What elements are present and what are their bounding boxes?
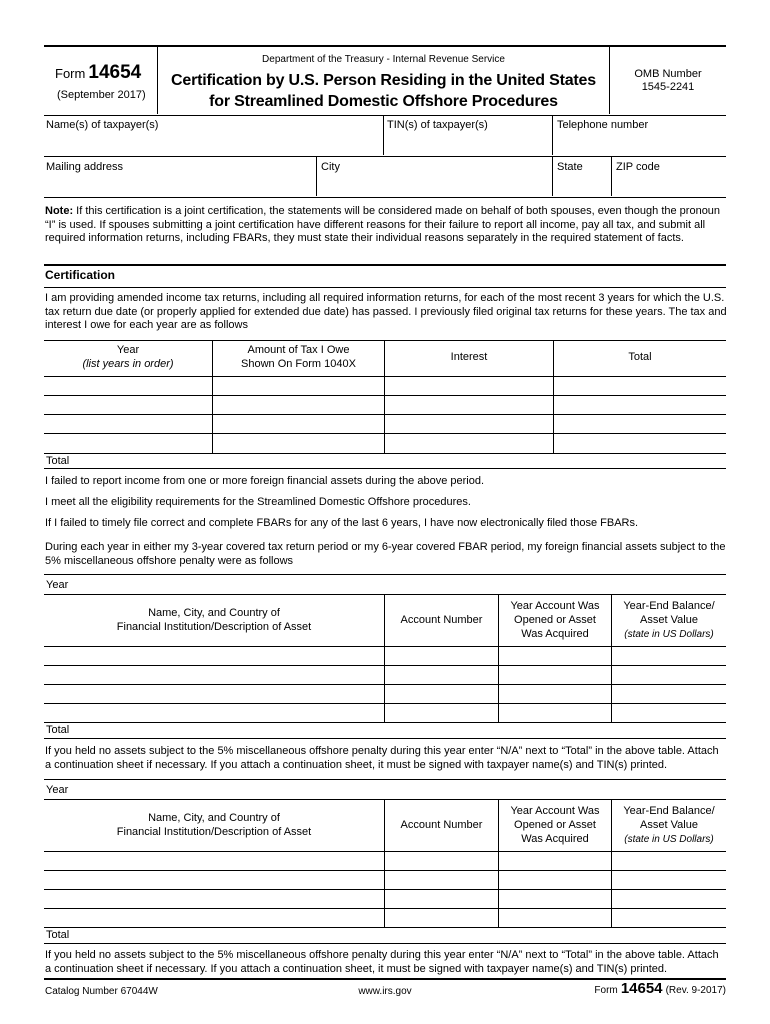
asset-table-row[interactable] (44, 852, 726, 870)
asset-table-row[interactable] (44, 890, 726, 908)
names-field[interactable] (44, 115, 383, 155)
form-word: Form (55, 66, 86, 81)
col-institution-line2: Financial Institution/Description of Asset (116, 826, 312, 838)
col-account-number: Account Number (400, 819, 483, 831)
asset-table-row[interactable] (44, 909, 726, 927)
phone-field[interactable] (553, 115, 726, 155)
col-year-hint: (list years in order) (82, 358, 174, 370)
asset-year-label: Year (46, 784, 69, 796)
state-field[interactable] (553, 156, 610, 196)
asset-table-footnote: If you held no assets subject to the 5% miscellaneous offshore penalty during this year enter “N/A” next to “Total” in the above table. Attach a continuation sheet if necessary. If you attach a continuation sheet, it must be signed with taxpayer name(s) and TIN(s) printed. (45, 745, 719, 771)
irs-website: www.irs.gov (358, 986, 412, 997)
col-balance-line1: Year-End Balance/ (623, 805, 715, 817)
form-title (158, 70, 609, 112)
asset-year-field[interactable] (80, 780, 726, 799)
omb-label: OMB Number (634, 68, 702, 80)
tax-table-row[interactable] (44, 434, 726, 452)
col-opened-line3: Was Acquired (521, 833, 589, 845)
note-text: If this certification is a joint certification, the statements will be considered made on behalf of both spouses, even though the pronoun “I” is used. If spouses submitting a joint certification have different reasons for their failure to report all income, pay all tax, and submit all required information returns, including FBARs, they must state their individual reasons separately in the required statement of facts. (45, 205, 721, 244)
department-name: Department of the Treasury - Internal Revenue Service (262, 54, 505, 65)
certification-heading: Certification (45, 268, 116, 282)
asset-year-label: Year (46, 579, 69, 591)
asset-table-total-field[interactable] (90, 723, 726, 737)
joint-certification-note (45, 205, 727, 246)
col-institution-line1: Name, City, and Country of (148, 607, 280, 619)
names-label: Name(s) of taxpayer(s) (46, 119, 159, 131)
revision-date: (September 2017) (57, 89, 146, 101)
tax-table-row[interactable] (44, 415, 726, 433)
asset-table-footnote: If you held no assets subject to the 5% miscellaneous offshore penalty during this year enter “N/A” next to “Total” in the above table. Attach a continuation sheet if necessary. If you attach a continuation sheet, it must be signed with taxpayer name(s) and TIN(s) printed. (45, 949, 719, 975)
asset-table-row[interactable] (44, 685, 726, 703)
zip-label: ZIP code (616, 161, 660, 173)
city-field[interactable] (317, 156, 552, 196)
col-balance-line3: (state in US Dollars) (624, 629, 714, 640)
footer-form-id (594, 980, 726, 997)
col-amount-line2: Shown On Form 1040X (241, 358, 356, 370)
state-label: State (557, 161, 583, 173)
col-opened-line2: Opened or Asset (514, 614, 596, 626)
catalog-number: Catalog Number 67044W (45, 986, 158, 997)
col-balance-line1: Year-End Balance/ (623, 600, 715, 612)
asset-table-row[interactable] (44, 647, 726, 665)
col-balance-line3: (state in US Dollars) (624, 834, 714, 845)
certification-intro: I am providing amended income tax returns, including all required information returns, for each of the most recent 3 years for which the U.S. tax return due date (or properly applied for extended due date) has passed. I previously filed original tax returns for these years. The tax and interest I owe for each year are as follows (45, 292, 727, 331)
address-field[interactable] (44, 156, 316, 196)
statement-1: I failed to report income from one or more foreign financial assets during the above period. (45, 475, 485, 487)
col-total: Total (628, 351, 652, 363)
col-balance-line2: Asset Value (640, 614, 698, 626)
tax-table-total-label: Total (46, 455, 70, 467)
asset-table-total-field[interactable] (90, 928, 726, 942)
footer-form-number: 14654 (620, 980, 663, 997)
col-institution-line2: Financial Institution/Description of Asset (116, 621, 312, 633)
col-opened-line2: Opened or Asset (514, 819, 596, 831)
col-institution-line1: Name, City, and Country of (148, 812, 280, 824)
asset-table-total-label: Total (46, 724, 70, 736)
omb-number: 1545-2241 (641, 81, 695, 93)
title-line-2: for Streamlined Domestic Offshore Procedures (209, 93, 558, 110)
footer-revision: (Rev. 9-2017) (665, 985, 726, 996)
phone-label: Telephone number (557, 119, 649, 131)
title-line-1: Certification by U.S. Person Residing in the United States (171, 72, 596, 89)
col-interest: Interest (450, 351, 488, 363)
form-number: 14654 (88, 62, 142, 83)
col-opened-line1: Year Account Was (510, 600, 600, 612)
col-opened-line3: Was Acquired (521, 628, 589, 640)
form-id (55, 62, 141, 84)
asset-table-row[interactable] (44, 871, 726, 889)
note-label: Note: (45, 205, 74, 217)
statement-4: During each year in either my 3-year covered tax return period or my 6-year covered FBAR period, my foreign financial assets subject to the 5% miscellaneous offshore penalty were as follows (45, 541, 726, 567)
tax-table-total-field[interactable] (90, 454, 726, 468)
tax-table-row[interactable] (44, 396, 726, 414)
col-opened-line1: Year Account Was (510, 805, 600, 817)
address-label: Mailing address (46, 161, 124, 173)
asset-table-total-label: Total (46, 929, 70, 941)
col-account-number: Account Number (400, 614, 483, 626)
asset-year-field[interactable] (80, 575, 726, 594)
col-amount-line1: Amount of Tax I Owe (247, 344, 350, 356)
zip-field[interactable] (612, 156, 726, 196)
footer-form-word: Form (594, 985, 618, 996)
asset-table-row[interactable] (44, 666, 726, 684)
statement-2: I meet all the eligibility requirements for the Streamlined Domestic Offshore procedures. (45, 496, 471, 508)
city-label: City (321, 161, 340, 173)
tax-table-row[interactable] (44, 377, 726, 395)
col-balance-line2: Asset Value (640, 819, 698, 831)
tin-label: TIN(s) of taxpayer(s) (387, 119, 488, 131)
tin-field[interactable] (384, 115, 551, 155)
col-year: Year (116, 344, 140, 356)
asset-table-row[interactable] (44, 704, 726, 722)
statement-3: If I failed to timely file correct and complete FBARs for any of the last 6 years, I have now electronically filed those FBARs. (45, 517, 639, 529)
